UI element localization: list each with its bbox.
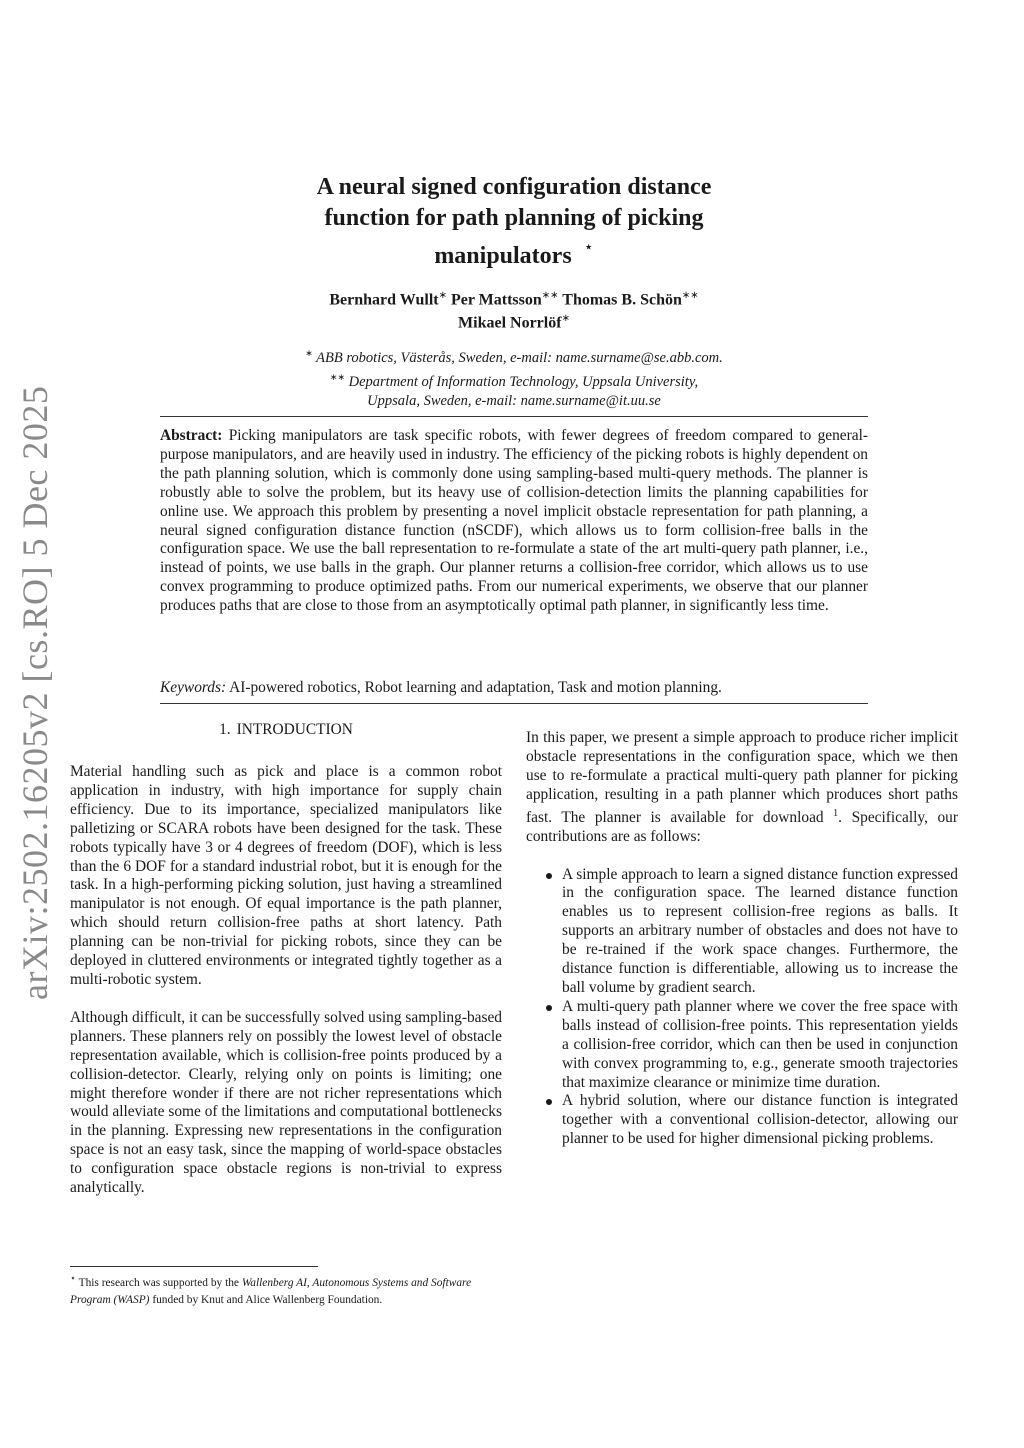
bullet-icon — [546, 1099, 552, 1105]
author-name: Thomas B. Schön — [562, 291, 682, 309]
list-item — [526, 998, 958, 1093]
section-title: INTRODUCTION — [236, 721, 353, 738]
affiliation-2-line-1 — [200, 368, 828, 392]
title-star-footnote-mark[interactable]: ⋆ — [583, 239, 594, 256]
paragraph-text: In this paper, we present a simple approach to produce richer implicit obstacle representations in the configuration space, which we then use to re-formulate a practical multi-query path planner for picking application, resulting in a path planner which produces short paths fast. The planner is available for download — [526, 729, 958, 826]
list-item-text: A multi-query path planner where we cover the free space with balls instead of collision-free points. This representation yields a collision-free corridor, which can then be used in conjunction with convex programming to, e.g., generate smooth trajectories that maximize clearance or minimize time duration. — [562, 997, 958, 1091]
affiliation-mark: ∗∗ — [541, 290, 559, 301]
keywords-text: AI-powered robotics, Robot learning and adaptation, Task and motion planning. — [229, 679, 722, 696]
arxiv-identifier-stamp: arXiv:2502.16205v2 [cs.RO] 5 Dec 2025 — [15, 385, 55, 1000]
paragraph — [526, 729, 958, 847]
right-column — [526, 729, 958, 1149]
author-line-1 — [240, 286, 788, 309]
affiliation-mark: ∗ — [561, 313, 570, 325]
footnote — [70, 1271, 502, 1309]
left-column — [70, 763, 502, 1198]
title-line-1: A neural signed configuration distance — [316, 174, 712, 200]
affiliation-1-text: ABB robotics, Västerås, Sweden, e-mail: name.surname@se.abb.com. — [316, 349, 723, 366]
affiliation-mark: ∗ — [305, 348, 313, 358]
keywords — [160, 678, 868, 697]
abstract-text: Picking manipulators are task specific robots, with fewer degrees of freedom compared to general-purpose manipulators, and are heavily used in industry. The efficiency of the picking robots is highly dependent on the path planning solution, which is commonly done using sampling-based multi-query methods. The planner is robustly able to solve the problem, but its heavy use of collision-detection limits the planning capabilities for online use. We approach this problem by presenting a novel implicit obstacle representation for path planning, a neural signed configuration distance function (nSCDF), which allows us to form collision-free balls in the configuration space. We use the ball representation to re-formulate a state of the art multi-query path planner, i.e., instead of points, we use balls in the graph. Our planner returns a collision-free corridor, which allows us to use convex programming to produce optimized paths. From our numerical experiments, we observe that our planner produces paths that are close to those from an asymptotically optimal path planner, in significantly less time. — [160, 427, 868, 615]
list-item — [526, 1092, 958, 1149]
author-list — [240, 286, 788, 333]
affiliations — [200, 344, 828, 411]
title-line-3-text: manipulators — [434, 243, 572, 269]
affiliation-2-text: Department of Information Technology, Uppsala University, — [348, 373, 699, 390]
section-number: 1. — [219, 721, 231, 738]
footnote-rule — [70, 1266, 318, 1267]
title-line-3 — [240, 234, 788, 272]
affiliation-mark: ∗∗ — [681, 290, 699, 301]
affiliation-1 — [200, 344, 828, 368]
title-line-2: function for path planning of picking — [324, 205, 704, 231]
author-name: Per Mattsson — [450, 291, 542, 309]
footnote-ref[interactable]: 1 — [833, 807, 839, 819]
footnote-text-pre: This research was supported by the — [78, 1276, 239, 1289]
footnote-program: Wallenberg AI, Autonomous Systems and Software Program (WASP) — [70, 1276, 472, 1306]
author-name: Bernhard Wullt — [329, 291, 439, 309]
abstract-top-rule — [160, 416, 868, 417]
footnote-text-post: funded by Knut and Alice Wallenberg Foundation. — [152, 1293, 383, 1306]
affiliation-mark: ∗∗ — [329, 371, 345, 382]
bullet-icon — [546, 873, 552, 879]
affiliation-2-line-2: Uppsala, Sweden, e-mail: name.surname@it.uu.se — [367, 392, 661, 409]
list-item-text: A simple approach to learn a signed distance function expressed in the configuration space. The learned distance function enables us to represent collision-free regions as balls. It supports an arbitrary number of obstacles and does not have to be re-trained if the work space changes. Furthermore, the distance function is differentiable, allowing us to increase the ball volume by gradient search. — [562, 865, 958, 996]
contribution-list — [526, 866, 958, 1150]
list-item — [526, 866, 958, 998]
abstract — [160, 427, 868, 616]
list-item-text: A hybrid solution, where our distance function is integrated together with a conventional collision-detector, allowing our planner to be used for higher dimensional picking problems. — [562, 1092, 958, 1148]
section-heading-introduction — [70, 720, 502, 739]
keywords-bottom-rule — [160, 703, 868, 704]
affiliation-mark: ∗ — [438, 290, 447, 301]
paper-title — [240, 172, 788, 272]
author-name: Mikael Norrlöf — [458, 314, 562, 332]
footnote-mark: ⋆ — [70, 1274, 76, 1284]
paragraph: Material handling such as pick and place is a common robot application in industry, with high importance for supply chain efficiency. Due to its importance, specialized manipulators like palletizing or SCARA robots have been designed for the task. These robots typically have 3 or 4 degrees of freedom (DOF), which is less than the 6 DOF for a standard industrial robot, but it is enough for the task. In a high-performing picking solution, just having a streamlined manipulator is not enough. Of equal importance is the path planner, which should return collision-free paths at short latency. Path planning can be non-trivial for picking robots, since they can be deployed in cluttered environments or integrated tightly together as a multi-robotic system. — [70, 763, 502, 988]
keywords-label: Keywords: — [160, 679, 227, 696]
bullet-icon — [546, 1005, 552, 1011]
paragraph: Although difficult, it can be successfully solved using sampling-based planners. These planners rely on possibly the lowest level of obstacle representation available, which is collision-free points produced by a collision-detector. Clearly, relying only on points is limiting; one might therefore wonder if there are not richer representations which would alleviate some of the limitations and computational bottlenecks in the planning. Expressing new representations in the configuration space is not an easy task, since the mapping of world-space obstacles to configuration space obstacle regions is non-trivial to express analytically. — [70, 1008, 502, 1197]
paragraph-text: . Specifically, our contributions are as follows: — [526, 808, 958, 845]
abstract-label: Abstract: — [160, 427, 223, 444]
author-line-2 — [240, 309, 788, 332]
